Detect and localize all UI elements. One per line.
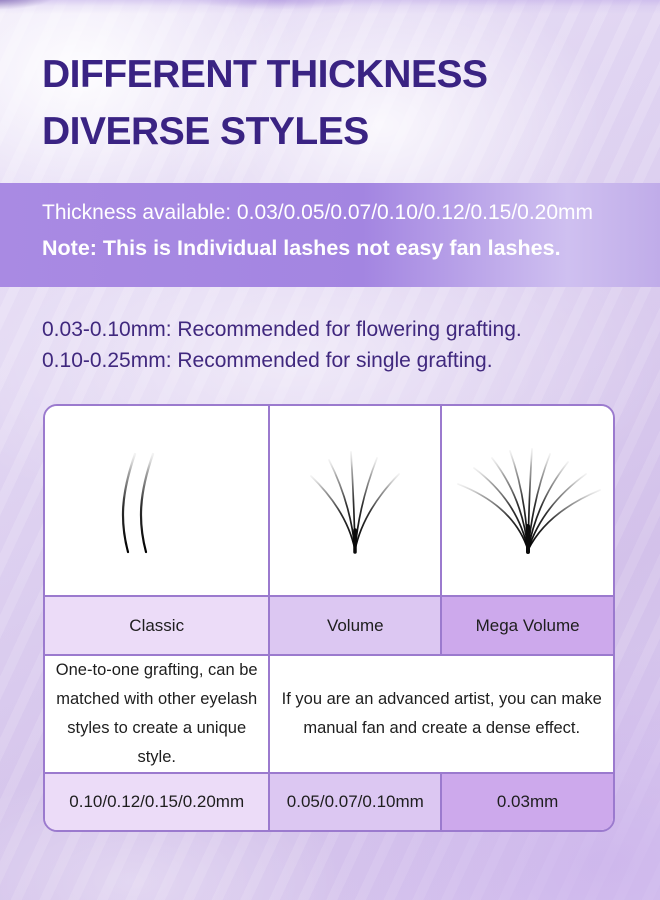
recommendation-flowering-grafting: 0.03-0.10mm: Recommended for flowering grafting. xyxy=(42,318,522,341)
classic-illustration-cell xyxy=(45,406,270,597)
page-title-line2: DIVERSE STYLES xyxy=(42,110,369,153)
volume-lash-illustration xyxy=(295,446,415,556)
classic-lash-illustration xyxy=(83,446,203,556)
thickness-mega-volume: 0.03mm xyxy=(442,774,613,830)
description-volume-mega: If you are an advanced artist, you can make manual fan and create a dense effect. xyxy=(270,656,613,774)
description-classic: One-to-one grafting, can be matched with other eyelash styles to create a unique style. xyxy=(45,656,270,774)
note-text: Note: This is Individual lashes not easy fan lashes. xyxy=(42,236,561,260)
thickness-volume: 0.05/0.07/0.10mm xyxy=(270,774,442,830)
label-mega-volume: Mega Volume xyxy=(442,597,613,656)
thickness-available-text: Thickness available: 0.03/0.05/0.07/0.10/0.12/0.15/0.20mm xyxy=(42,201,594,224)
page-title xyxy=(42,46,488,160)
styles-comparison-table xyxy=(43,404,615,832)
mega-volume-illustration-cell xyxy=(442,406,613,597)
label-volume: Volume xyxy=(270,597,442,656)
mega-volume-lash-illustration xyxy=(448,446,608,556)
recommendation-single-grafting: 0.10-0.25mm: Recommended for single grafting. xyxy=(42,349,493,372)
thickness-banner xyxy=(0,183,660,287)
volume-illustration-cell xyxy=(270,406,442,597)
label-classic: Classic xyxy=(45,597,270,656)
page-title-line1: DIFFERENT THICKNESS xyxy=(42,53,488,96)
thickness-classic: 0.10/0.12/0.15/0.20mm xyxy=(45,774,270,830)
recommendations xyxy=(42,314,522,376)
